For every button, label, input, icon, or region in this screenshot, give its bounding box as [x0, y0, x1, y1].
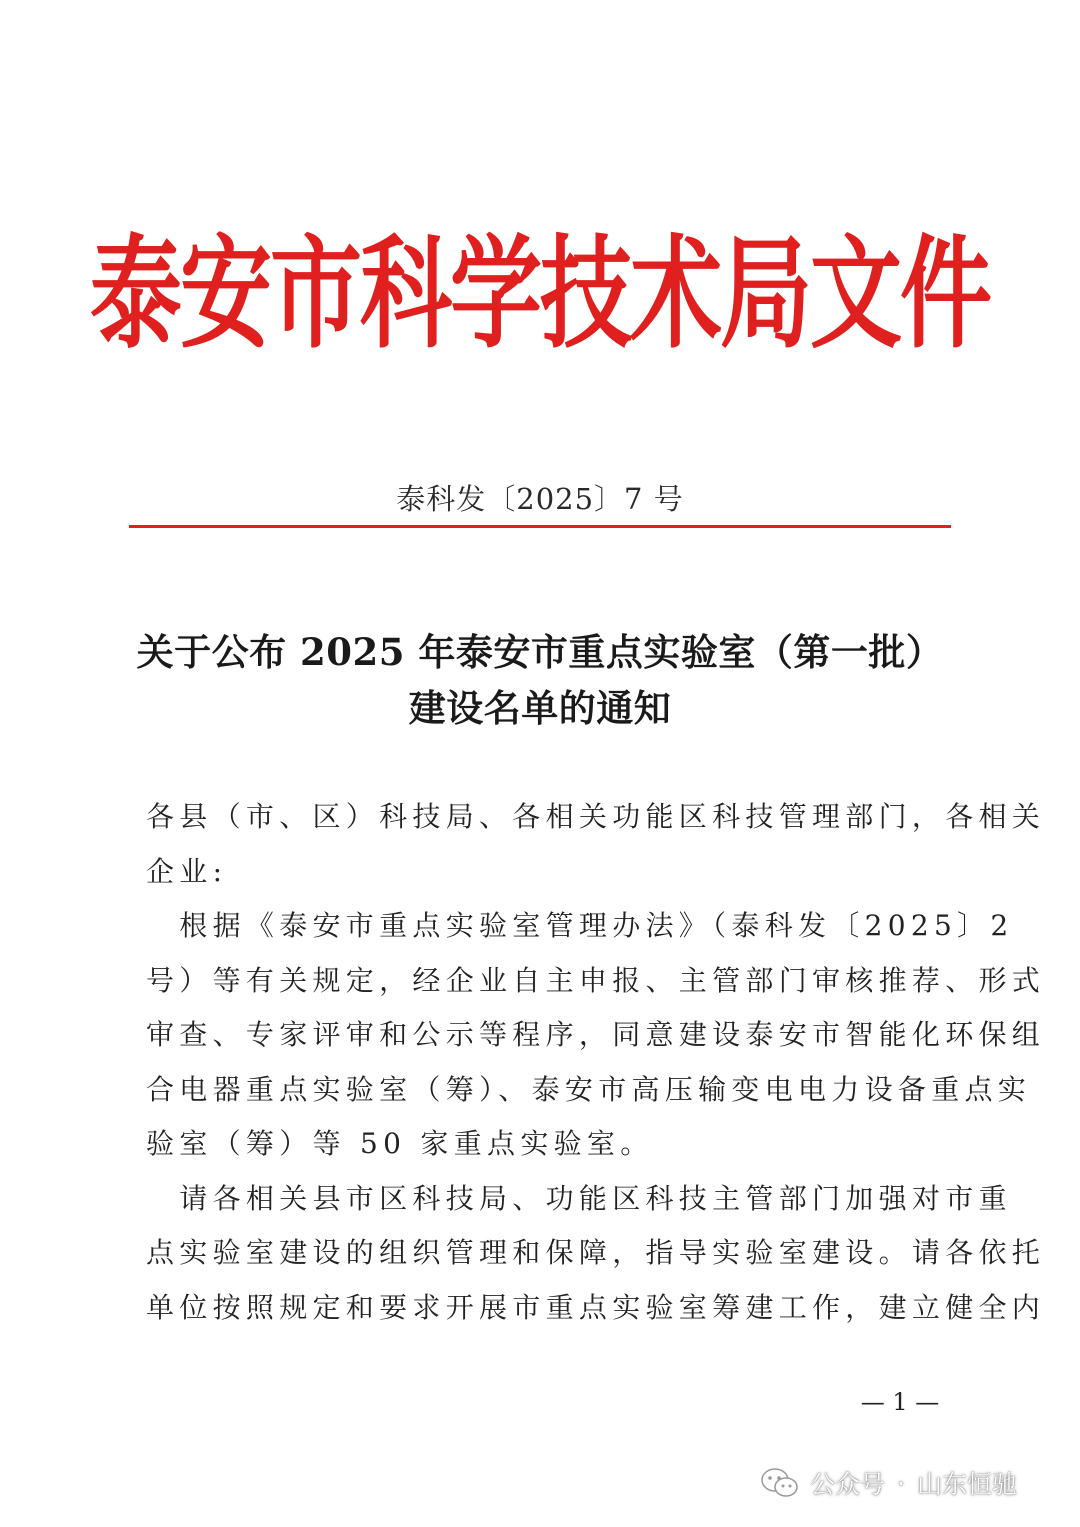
body-line: 验室（筹）等 50 家重点实验室。 [146, 1127, 654, 1160]
body-line: 审查、专家评审和公示等程序，同意建设泰安市智能化环保组 [146, 1018, 1046, 1051]
watermark-separator: · [897, 1468, 905, 1498]
wechat-watermark [760, 1460, 1017, 1506]
document-number: 泰科发〔2025〕7 号 [396, 482, 684, 516]
body-line: 各县（市、区）科技局、各相关功能区科技管理部门，各相关 [146, 800, 1046, 833]
wechat-icon [760, 1466, 800, 1500]
watermark-account-name: 山东恒驰 [916, 1470, 1017, 1499]
notice-title-line-1: 关于公布 2025 年泰安市重点实验室（第一批） [136, 630, 944, 674]
red-divider-line [129, 525, 951, 528]
body-line: 合电器重点实验室（筹）、泰安市高压输变电电力设备重点实 [146, 1073, 1032, 1106]
body-line: 号）等有关规定，经企业自主申报、主管部门审核推荐、形式 [146, 964, 1046, 997]
body-line: 根据《泰安市重点实验室管理办法》（泰科发〔2025〕2 [146, 909, 1014, 942]
document-masthead: 泰安市科学技术局文件 [89, 222, 990, 366]
body-line: 单位按照规定和要求开展市重点实验室筹建工作，建立健全内 [146, 1291, 1046, 1324]
notice-title-line-2: 建设名单的通知 [408, 686, 672, 730]
body-line: 企业: [146, 855, 228, 888]
watermark-account-label: 公众号 [810, 1470, 886, 1499]
body-line: 请各相关县市区科技局、功能区科技主管部门加强对市重 [146, 1182, 1012, 1215]
page-number: — 1 — [860, 1388, 940, 1416]
body-line: 点实验室建设的组织管理和保障，指导实验室建设。请各依托 [146, 1236, 1046, 1269]
